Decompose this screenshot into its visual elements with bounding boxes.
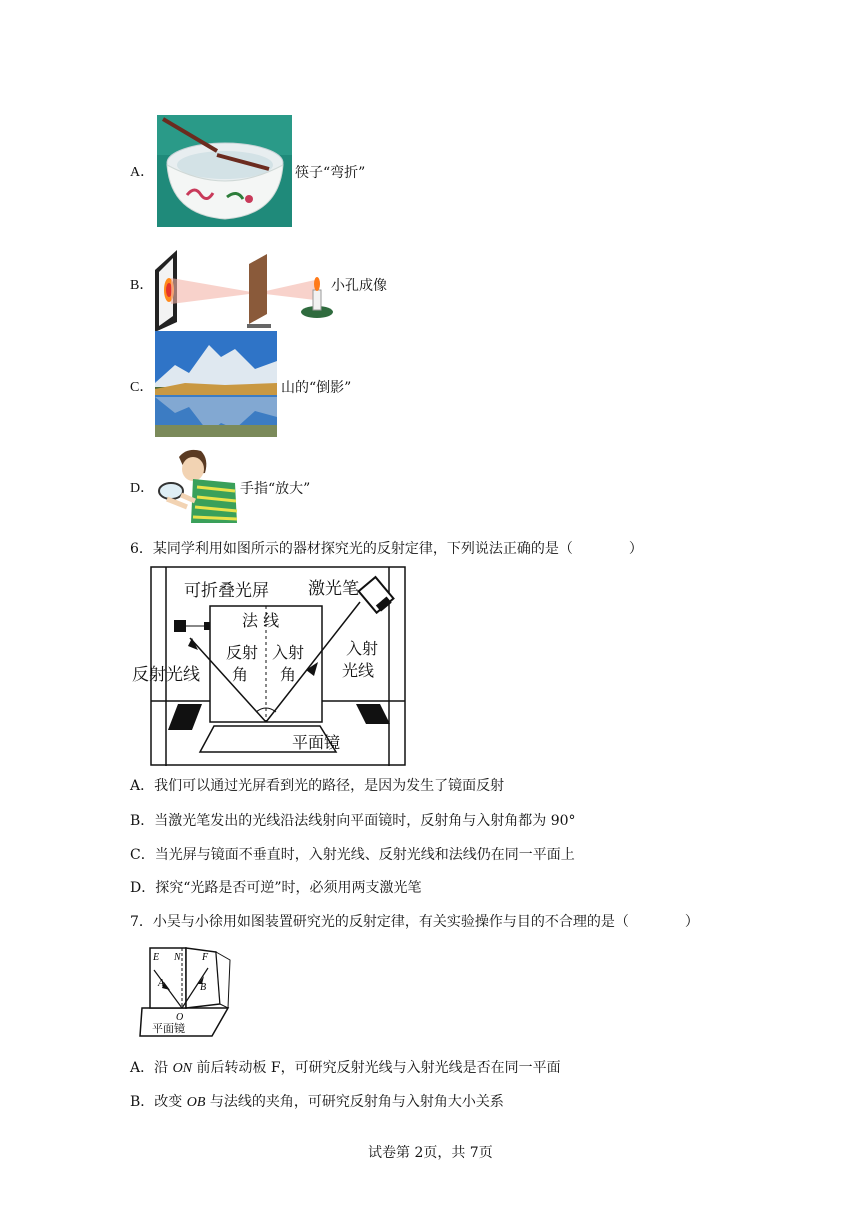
option-c-letter: C． [130,380,154,395]
label-a: A [158,978,165,989]
incident-ray-label-1: 入射 [346,639,379,658]
reflect-angle-label-1: 反射 [226,643,259,662]
label-b: B [200,982,207,993]
pinhole-camera-image [155,240,335,332]
option-c-caption: 山的“倒影” [281,380,352,396]
label-f: F [202,952,209,963]
incident-ray-label-2: 光线 [342,661,375,680]
incident-angle-label-2: 角 [280,665,297,684]
label-o: O [176,1012,184,1023]
normal-label: 法 线 [242,611,280,630]
laser-label: 激光笔 [308,579,359,599]
option-a-caption: 筷子“弯折” [295,165,366,181]
q7-diagram [138,946,234,1038]
reflect-angle-label-2: 角 [232,665,249,684]
option-b-letter: B． [130,278,154,293]
q7-stem: 7．小吴与小徐用如图装置研究光的反射定律，有关实验操作与目的不合理的是（ ） [130,914,699,930]
incident-angle-label-1: 入射 [272,643,305,662]
q6-option-c: C．当光屏与镜面不垂直时，入射光线、反射光线和法线仍在同一平面上 [130,847,575,863]
q6-stem: 6．某同学利用如图所示的器材探究光的反射定律，下列说法正确的是（ ） [130,541,643,557]
page-footer: 试卷第 2页，共 7页 [368,1145,493,1161]
q7-option-a: A．沿 ON 前后转动板 F，可研究反射光线与入射光线是否在同一平面 [130,1060,561,1076]
q6-option-d: D．探究“光路是否可逆”时，必须用两支激光笔 [130,880,422,896]
mirror-label: 平面镜 [292,733,341,752]
q7-mirror-label: 平面镜 [152,1022,185,1035]
screen-label: 可折叠光屏 [184,581,269,601]
option-d-letter: D． [130,481,155,496]
boy-magnifier-image [157,447,237,523]
label-n: N [174,952,181,963]
q7-option-b: B．改变 OB 与法线的夹角，可研究反射角与入射角大小关系 [130,1094,504,1110]
option-d-caption: 手指“放大” [240,481,311,497]
q6-option-b: B．当激光笔发出的光线沿法线射向平面镜时，反射角与入射角都为 90° [130,813,576,829]
label-e: E [153,952,160,963]
q6-diagram [132,566,406,766]
chopstick-bowl-image [157,115,292,227]
q6-option-a: A．我们可以通过光屏看到光的路径，是因为发生了镜面反射 [130,778,505,794]
reflected-ray-label: 反射光线 [132,665,200,685]
option-b-caption: 小孔成像 [331,278,387,294]
mountain-reflection-image [155,331,277,437]
option-a-letter: A． [130,165,155,180]
